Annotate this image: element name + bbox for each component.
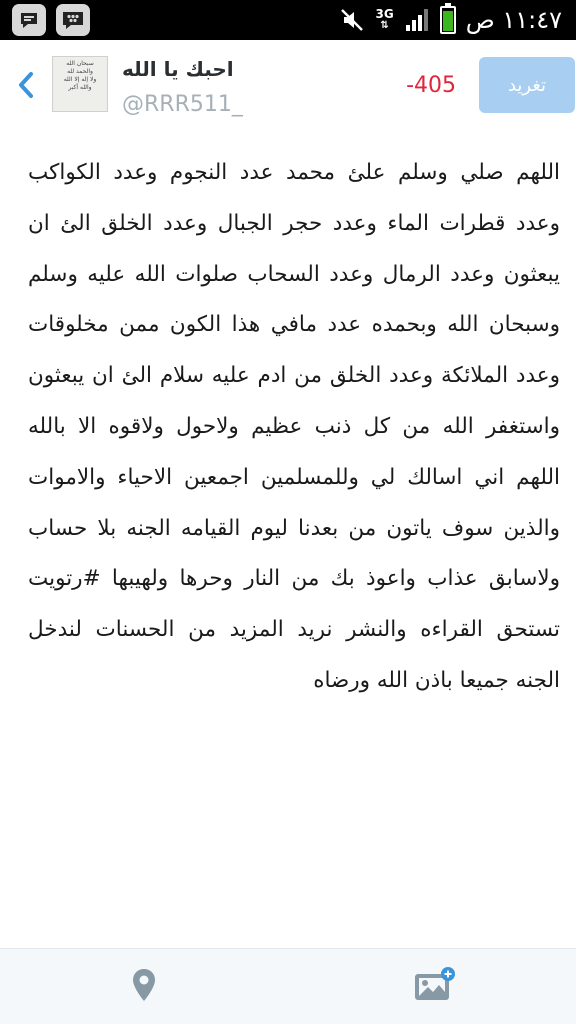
clock: ١١:٤٧ ص	[465, 6, 562, 34]
network-3g-icon: 3G ⇅	[375, 7, 394, 31]
battery-icon	[440, 6, 456, 34]
battery-level	[443, 11, 453, 31]
bbm-icon	[56, 4, 90, 36]
tweet-text-area[interactable]: اللهم صلي وسلم علئ محمد عدد النجوم وعدد الكواكب وعدد قطرات الماء وعدد حجر الجبال وعدد الخلق الئ ان يبعثون وعدد الرمال وعدد السحاب صلوات الله عليه وسلم وسبحان الله وبحمده عدد مافي هذا الكون ممن مخلوقات وعدد الملائكة وعدد الخلق من ادم عليه سلام الئ ان يبعثون واستغفر الله من كل ذنب عظيم ولاحول ولاقوه الا بالله اللهم اني اسالك لي وللمسلمين اجمعين الاحياء والاموات والذين سوف ياتون من بعدنا ليوم القيامه الجنه بلا حساب ولاسابق عذاب واعوذ بك من النار وحرها ولهيبها #رتويت تستحق القراءه والنشر نريد المزيد من الحسنات لندخل الجنه جميعا باذن الله ورضاه	[28, 160, 560, 693]
status-bar	[0, 0, 576, 40]
tweet-button[interactable]: تغريد	[479, 57, 575, 113]
chevron-left-icon[interactable]	[14, 70, 38, 100]
system-status	[339, 3, 562, 37]
thumbnail-text: سبحان الله والحمد لله ولا إله إلا الله والله أكبر	[63, 60, 97, 91]
compose-toolbar	[0, 948, 576, 1024]
notification-icons	[12, 4, 90, 36]
user-name: احبك يا الله	[122, 57, 234, 81]
character-counter: -405	[406, 73, 456, 98]
compose-header	[0, 40, 576, 130]
user-handle: @RRR511_	[122, 92, 243, 117]
mute-icon	[339, 7, 365, 33]
profile-thumbnail[interactable]	[52, 56, 108, 112]
signal-strength-icon	[404, 7, 430, 33]
signal-app-icon	[12, 4, 46, 36]
location-pin-icon[interactable]	[131, 967, 157, 1003]
add-photo-icon[interactable]	[413, 966, 457, 1002]
